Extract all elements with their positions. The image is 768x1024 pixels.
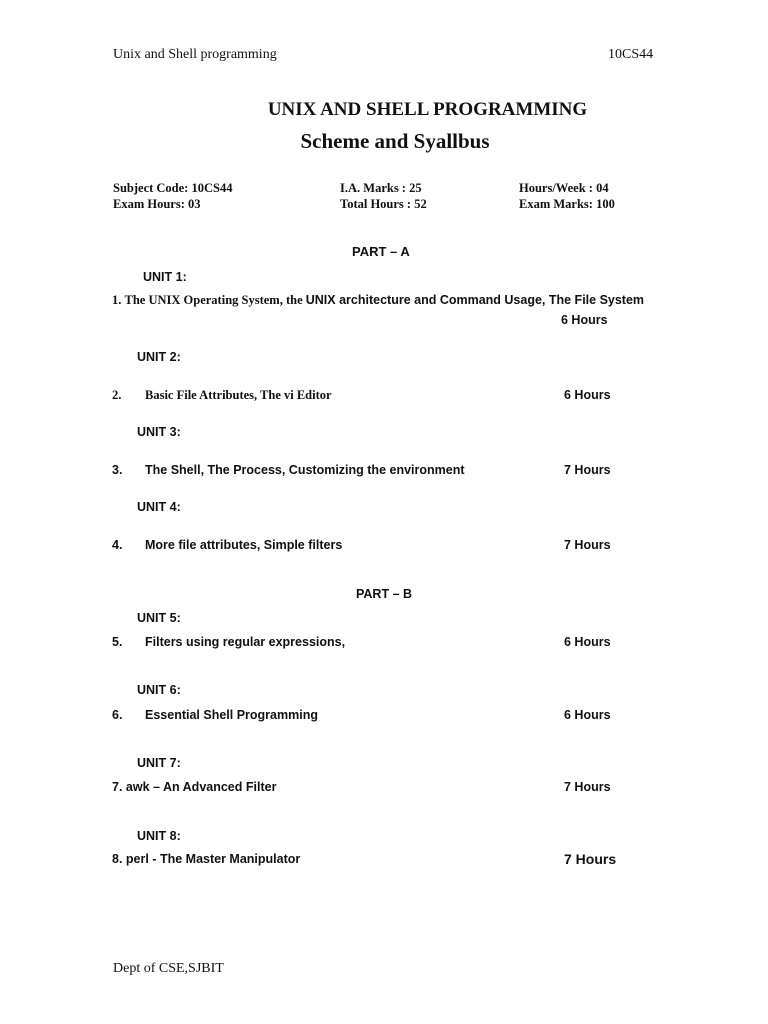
unit-5-label: UNIT 5: bbox=[137, 611, 181, 625]
unit-5-hours: 6 Hours bbox=[564, 635, 611, 649]
document-title: UNIX AND SHELL PROGRAMMING bbox=[267, 99, 588, 120]
unit-4-hours: 7 Hours bbox=[564, 538, 611, 552]
unit-8-hours: 7 Hours bbox=[564, 851, 617, 867]
ia-marks: I.A. Marks : 25 bbox=[340, 181, 422, 195]
unit-1-topic: UNIX architecture and Command Usage, The File System bbox=[305, 293, 645, 307]
unit-3-hours: 7 Hours bbox=[564, 463, 611, 477]
part-b-heading: PART – B bbox=[356, 587, 413, 601]
document-subtitle: Scheme and Syallbus bbox=[300, 129, 490, 153]
unit-2-label: UNIT 2: bbox=[137, 350, 181, 364]
unit-2-topic: Basic File Attributes, The vi Editor bbox=[145, 388, 332, 402]
unit-4-number: 4. bbox=[112, 538, 123, 552]
footer-dept: Dept of CSE,SJBIT bbox=[113, 961, 224, 976]
unit-7-number: 7. bbox=[112, 780, 123, 794]
exam-marks: Exam Marks: 100 bbox=[519, 197, 615, 211]
unit-1-label: UNIT 1: bbox=[143, 270, 187, 284]
unit-7-label: UNIT 7: bbox=[137, 756, 181, 770]
unit-6-topic: Essential Shell Programming bbox=[145, 708, 318, 722]
unit-7-hours: 7 Hours bbox=[564, 780, 611, 794]
unit-5-topic: Filters using regular expressions, bbox=[145, 635, 346, 649]
unit-4-topic: More file attributes, Simple filters bbox=[145, 538, 343, 552]
unit-7-row bbox=[112, 780, 276, 794]
total-hours: Total Hours : 52 bbox=[340, 197, 427, 211]
unit-1-topic-serif: The UNIX Operating System, the bbox=[124, 293, 303, 307]
unit-1-number: 1. bbox=[112, 293, 122, 307]
unit-1-hours: 6 Hours bbox=[561, 313, 608, 327]
unit-3-number: 3. bbox=[112, 463, 123, 477]
unit-8-row bbox=[112, 852, 300, 866]
running-header-code: 10CS44 bbox=[608, 47, 654, 62]
unit-5-number: 5. bbox=[112, 635, 123, 649]
unit-6-number: 6. bbox=[112, 708, 123, 722]
unit-8-label: UNIT 8: bbox=[137, 829, 181, 843]
unit-6-hours: 6 Hours bbox=[564, 708, 611, 722]
running-header-title: Unix and Shell programming bbox=[113, 47, 277, 62]
unit-4-label: UNIT 4: bbox=[137, 500, 181, 514]
hours-per-week: Hours/Week : 04 bbox=[519, 181, 609, 195]
unit-6-label: UNIT 6: bbox=[137, 683, 181, 697]
unit-2-hours: 6 Hours bbox=[564, 388, 611, 402]
unit-7-topic: awk – An Advanced Filter bbox=[125, 780, 277, 794]
unit-3-topic: The Shell, The Process, Customizing the environment bbox=[145, 463, 465, 477]
unit-2-number: 2. bbox=[112, 388, 122, 402]
unit-3-label: UNIT 3: bbox=[137, 425, 181, 439]
unit-8-number: 8. bbox=[112, 852, 123, 866]
unit-8-topic: perl - The Master Manipulator bbox=[125, 852, 301, 866]
exam-hours: Exam Hours: 03 bbox=[113, 197, 201, 211]
unit-1-row bbox=[112, 293, 644, 308]
part-a-heading: PART – A bbox=[352, 244, 410, 259]
subject-code: Subject Code: 10CS44 bbox=[113, 181, 233, 195]
